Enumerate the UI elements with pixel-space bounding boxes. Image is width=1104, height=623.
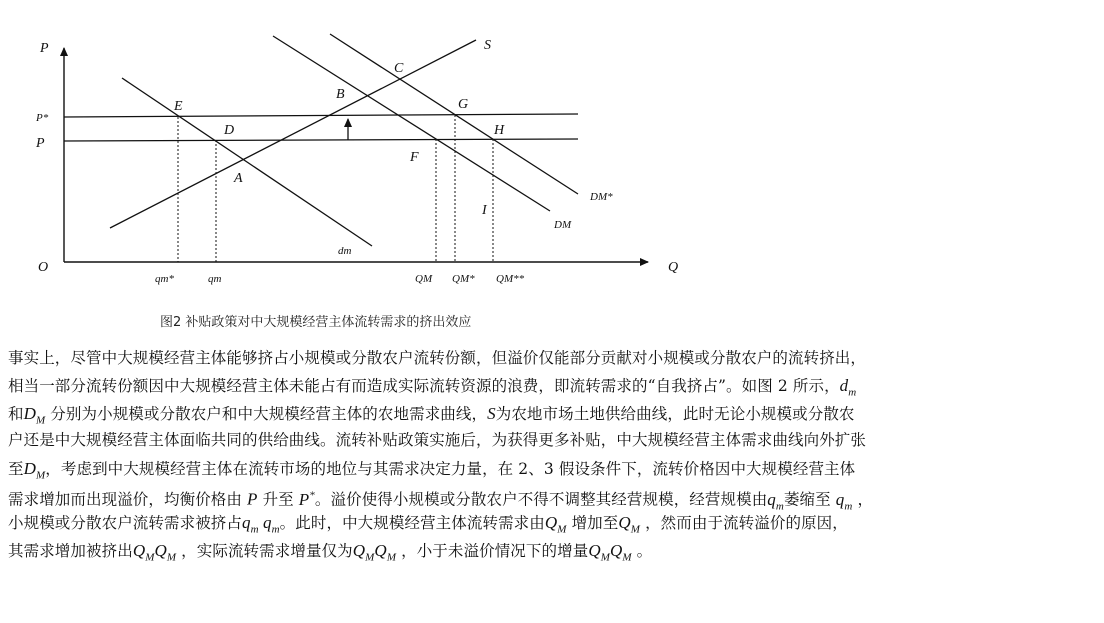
point-label-i: I [482, 203, 487, 218]
text-run: ，然而由于流转溢价的原因， [645, 514, 848, 533]
point-label-b: B [336, 87, 345, 102]
point-label-d: D [224, 123, 235, 138]
text-run: 和 [8, 404, 24, 423]
text-run: 萎缩至 [783, 490, 831, 509]
symbol-P-star: P* [298, 488, 315, 509]
diagram-svg [0, 0, 700, 340]
symbol-DM-star: $D_M$ [23, 458, 46, 481]
p-star-label: P* [36, 112, 49, 124]
p-label: P [36, 136, 45, 151]
body-paragraph [8, 345, 1100, 564]
text-run: ，考虑到中大规模经营主体在流转市场的地位与其需求决定力量，在 2、3 假设条件下，流转价格因中大规模经营主体 [45, 459, 856, 478]
symbol-qm-qm: $q_m$ $q_m$ [242, 513, 280, 536]
origin-label: O [38, 260, 49, 275]
text-run: 至 [8, 459, 24, 478]
text-line-2 [8, 372, 1100, 399]
y-axis-label: P [40, 41, 49, 56]
text-run: 小规模或分散农户流转需求被挤占 [8, 514, 243, 533]
tick-qm: qm [208, 273, 222, 285]
text-run: 分别为小规模或分散农户和中大规模经营主体的农地需求曲线， [50, 404, 488, 423]
text-run: ， [857, 490, 874, 509]
symbol-QM-QM-c: $Q_MQ_M$ [588, 540, 632, 564]
symbol-DM: $D_M$ [23, 403, 46, 427]
text-run: 事实上，尽管中大规模经营主体能够挤占小规模或分散农户流转份额，但溢价仅能部分贡献对小规模或分散农户的流转挤出， [8, 349, 867, 367]
x-axis-label: Q [668, 260, 679, 275]
s-curve-label: S [484, 38, 491, 53]
demand-curve-dm-small [122, 78, 372, 246]
point-label-a: A [234, 171, 243, 186]
point-label-e: E [174, 99, 183, 114]
text-run: 需求增加而出现溢价，均衡价格由 [8, 490, 243, 509]
symbol-qm: $q_m$ [767, 489, 784, 512]
symbol-QM-QM-a: $Q_MQ_M$ [132, 540, 177, 564]
symbol-S: S [487, 403, 496, 423]
text-line-7 [8, 509, 1100, 536]
figure-caption: 图2 补贴政策对中大规模经营主体流转需求的挤出效应 [160, 315, 472, 330]
dm-small-curve-label: dm [338, 245, 352, 257]
text-run: ，实际流转需求增量仅为 [181, 541, 353, 560]
text-line-5 [8, 455, 1100, 482]
price-line-p [64, 139, 578, 141]
symbol-P: P [247, 489, 258, 509]
point-label-f: F [410, 150, 419, 165]
tick-qM-2star: QM** [496, 273, 525, 285]
point-label-c: C [394, 61, 404, 76]
supply-curve-s [110, 40, 476, 228]
text-run: 为农地市场土地供给曲线，此时无论小规模或分散农 [495, 404, 855, 423]
tick-qm-star: qm* [155, 273, 174, 285]
point-label-h: H [494, 123, 505, 138]
text-run: 户还是中大规模经营主体面临共同的供给曲线。流转补贴政策实施后，为获得更多补贴，中大规模经营主体需求曲线向外扩张 [8, 431, 867, 450]
symbol-qm-star: $q_m$ [835, 489, 853, 512]
symbol-dm: $d_m$ [839, 376, 857, 399]
symbol-QM-QM-b: $Q_MQ_M$ [352, 540, 397, 564]
text-run: 。 [636, 541, 653, 560]
text-run: ，小于未溢价情况下的增量 [401, 541, 589, 560]
tick-qM: QM [415, 273, 433, 285]
price-line-p-star [64, 114, 578, 117]
tick-qM-star: QM* [452, 273, 475, 285]
text-run: 升至 [262, 490, 294, 509]
text-run: 。溢价使得小规模或分散农户不得不调整其经营规模，经营规模由 [314, 490, 768, 509]
text-line-8 [8, 537, 1100, 564]
symbol-QM: $Q_M$ [544, 513, 567, 536]
text-run: 其需求增加被挤出 [8, 541, 133, 560]
dm-curve-label: DM [554, 219, 572, 231]
dm-star-curve-label: DM* [590, 191, 613, 203]
symbol-QM-2star: $Q_M$ [618, 513, 641, 536]
text-run: 相当一部分流转份额因中大规模经营主体未能占有而造成实际流转资源的浪费，即流转需求的“自我挤占”。如图 2 所示， [8, 377, 840, 396]
text-run: 增加至 [571, 514, 619, 533]
point-label-g: G [458, 97, 469, 112]
text-run: 。此时，中大规模经营主体流转需求由 [279, 514, 545, 533]
text-line-1 [8, 345, 1100, 372]
text-line-6 [8, 482, 1100, 512]
figure [0, 0, 700, 340]
text-line-3 [8, 400, 1100, 427]
text-line-4 [8, 427, 1100, 454]
